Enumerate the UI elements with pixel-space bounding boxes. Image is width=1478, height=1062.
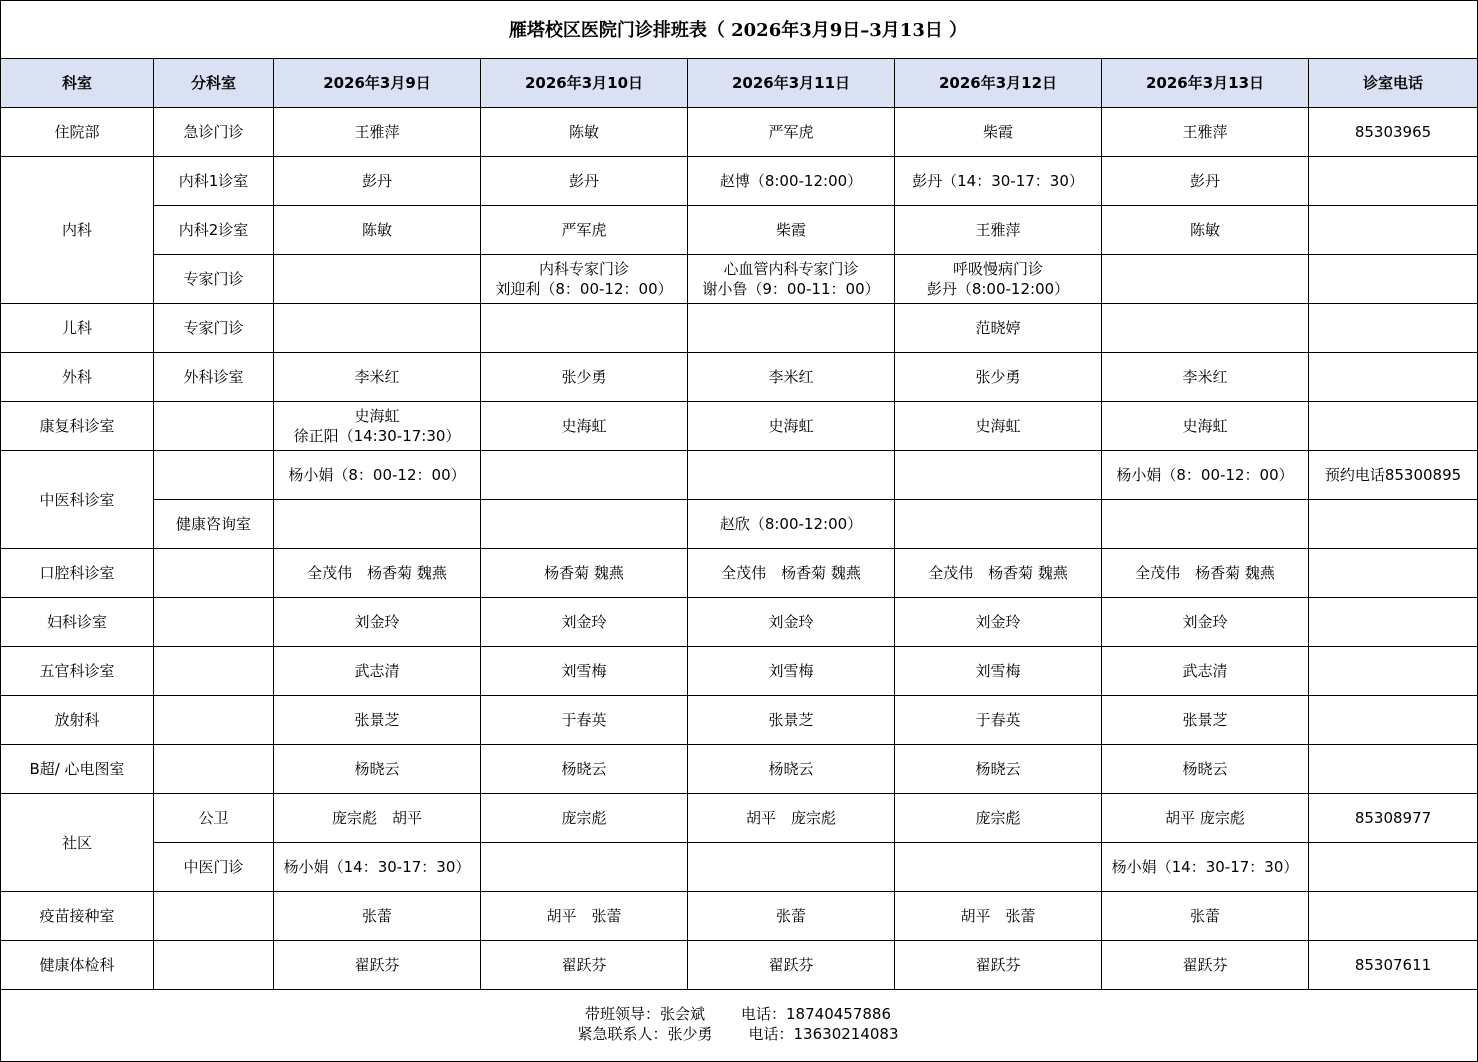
schedule-cell: 杨晓云 (481, 745, 688, 794)
schedule-cell: 刘金玲 (1102, 598, 1309, 647)
schedule-cell: 刘金玲 (481, 598, 688, 647)
subdept-cell (154, 647, 274, 696)
schedule-cell: 杨晓云 (688, 745, 895, 794)
schedule-cell: 陈敏 (1102, 206, 1309, 255)
phone-cell: 85308977 (1309, 794, 1478, 843)
header-date-4: 2026年3月12日 (895, 59, 1102, 108)
table-row (1, 598, 1478, 647)
table-row (1, 255, 1478, 304)
table-row (1, 206, 1478, 255)
header-phone: 诊室电话 (1309, 59, 1478, 108)
schedule-cell: 张蕾 (688, 892, 895, 941)
table-row (1, 451, 1478, 500)
header-row (1, 59, 1478, 108)
schedule-cell (274, 255, 481, 304)
phone-cell (1309, 647, 1478, 696)
subdept-cell: 外科诊室 (154, 353, 274, 402)
phone-cell (1309, 598, 1478, 647)
schedule-cell: 杨晓云 (895, 745, 1102, 794)
table-row (1, 647, 1478, 696)
doctor-name: 彭丹（8:00-12:00） (926, 280, 1070, 298)
schedule-cell: 王雅萍 (1102, 108, 1309, 157)
schedule-cell: 李米红 (688, 353, 895, 402)
subdept-cell: 专家门诊 (154, 255, 274, 304)
schedule-cell: 史海虹 (688, 402, 895, 451)
phone-cell (1309, 304, 1478, 353)
schedule-cell (895, 451, 1102, 500)
schedule-cell: 刘金玲 (274, 598, 481, 647)
schedule-cell: 范晓婷 (895, 304, 1102, 353)
subdept-cell (154, 696, 274, 745)
schedule-cell: 翟跃芬 (895, 941, 1102, 990)
schedule-cell (1102, 304, 1309, 353)
subdept-cell (154, 892, 274, 941)
schedule-cell: 彭丹（14：30-17：30） (895, 157, 1102, 206)
phone-cell (1309, 353, 1478, 402)
schedule-cell: 胡平 张蕾 (895, 892, 1102, 941)
header-dept: 科室 (1, 59, 154, 108)
schedule-cell: 胡平 庞宗彪 (1102, 794, 1309, 843)
emergency-contact-label: 紧急联系人：张少勇 (577, 1025, 713, 1043)
dept-cell: 住院部 (1, 108, 154, 157)
phone-cell: 85307611 (1309, 941, 1478, 990)
dept-cell: 康复科诊室 (1, 402, 154, 451)
schedule-cell: 刘金玲 (688, 598, 895, 647)
schedule-cell: 彭丹 (274, 157, 481, 206)
phone-cell (1309, 402, 1478, 451)
phone-cell (1309, 549, 1478, 598)
phone-cell (1309, 500, 1478, 549)
schedule-cell: 李米红 (274, 353, 481, 402)
dept-cell: 妇科诊室 (1, 598, 154, 647)
phone-cell (1309, 843, 1478, 892)
subdept-cell: 内科1诊室 (154, 157, 274, 206)
table-row (1, 892, 1478, 941)
subdept-cell: 健康咨询室 (154, 500, 274, 549)
dept-cell: 健康体检科 (1, 941, 154, 990)
phone-cell (1309, 696, 1478, 745)
schedule-cell: 王雅萍 (895, 206, 1102, 255)
schedule-cell: 杨晓云 (1102, 745, 1309, 794)
dept-cell: 疫苗接种室 (1, 892, 154, 941)
table-row (1, 696, 1478, 745)
doctor-name: 刘迎利（8：00-12：00） (495, 280, 673, 298)
schedule-cell: 刘雪梅 (481, 647, 688, 696)
schedule-cell: 武志清 (1102, 647, 1309, 696)
schedule-cell (1102, 500, 1309, 549)
schedule-cell: 严军虎 (481, 206, 688, 255)
schedule-cell: 翟跃芬 (481, 941, 688, 990)
header-subdept: 分科室 (154, 59, 274, 108)
schedule-cell: 张少勇 (481, 353, 688, 402)
table-row (1, 500, 1478, 549)
dept-cell: 五官科诊室 (1, 647, 154, 696)
schedule-cell (274, 304, 481, 353)
schedule-cell: 赵欣（8:00-12:00） (688, 500, 895, 549)
schedule-cell: 柴霞 (688, 206, 895, 255)
leader-label: 带班领导：张会斌 (585, 1005, 706, 1023)
schedule-cell: 杨小娟（8：00-12：00） (274, 451, 481, 500)
subdept-cell (154, 598, 274, 647)
table-row (1, 549, 1478, 598)
header-date-5: 2026年3月13日 (1102, 59, 1309, 108)
leader-contact (0, 1004, 1476, 1024)
dept-cell: 外科 (1, 353, 154, 402)
schedule-cell (895, 843, 1102, 892)
header-date-3: 2026年3月11日 (688, 59, 895, 108)
schedule-cell: 张景芝 (274, 696, 481, 745)
schedule-cell (895, 500, 1102, 549)
schedule-cell: 杨晓云 (274, 745, 481, 794)
schedule-cell: 刘雪梅 (895, 647, 1102, 696)
schedule-cell: 全茂伟 杨香菊 魏燕 (688, 549, 895, 598)
dept-cell: 内科 (1, 157, 154, 304)
subdept-cell (154, 549, 274, 598)
doctor-name: 徐正阳（14:30-17:30） (293, 427, 461, 445)
schedule-cell: 王雅萍 (274, 108, 481, 157)
subdept-cell (154, 451, 274, 500)
schedule-cell: 刘雪梅 (688, 647, 895, 696)
table-row (1, 843, 1478, 892)
phone-cell (1309, 206, 1478, 255)
schedule-cell: 张蕾 (1102, 892, 1309, 941)
schedule-cell: 陈敏 (274, 206, 481, 255)
page-title: 雁塔校区医院门诊排班表（ 2026年3月9日–3月13日 ） (508, 20, 968, 41)
subdept-cell (154, 745, 274, 794)
phone-cell (1309, 892, 1478, 941)
schedule-cell: 武志清 (274, 647, 481, 696)
subdept-cell: 中医门诊 (154, 843, 274, 892)
schedule-cell: 史海虹 (481, 402, 688, 451)
dept-cell: 中医科诊室 (1, 451, 154, 549)
clinic-name: 呼吸慢病门诊 (952, 260, 1043, 278)
dept-cell: 社区 (1, 794, 154, 892)
schedule-cell: 翟跃芬 (274, 941, 481, 990)
footer-contacts (0, 1004, 1476, 1044)
phone-cell (1309, 745, 1478, 794)
schedule-cell: 史海虹 (1102, 402, 1309, 451)
schedule-cell (481, 500, 688, 549)
schedule-cell: 赵博（8:00-12:00） (688, 157, 895, 206)
schedule-cell: 杨小娟（8：00-12：00） (1102, 451, 1309, 500)
clinic-name: 心血管内科专家门诊 (723, 260, 859, 278)
schedule-cell: 柴霞 (895, 108, 1102, 157)
phone-cell (1309, 255, 1478, 304)
table-row (1, 353, 1478, 402)
table-row (1, 304, 1478, 353)
schedule-cell: 胡平 庞宗彪 (688, 794, 895, 843)
schedule-cell (274, 402, 481, 451)
schedule-cell (688, 843, 895, 892)
schedule-cell: 杨小娟（14：30-17：30） (1102, 843, 1309, 892)
phone-cell: 85303965 (1309, 108, 1478, 157)
schedule-cell (895, 255, 1102, 304)
schedule-cell: 杨小娟（14：30-17：30） (274, 843, 481, 892)
subdept-cell (154, 941, 274, 990)
schedule-cell: 于春英 (481, 696, 688, 745)
schedule-cell: 翟跃芬 (688, 941, 895, 990)
emergency-contact-phone: 电话：13630214083 (748, 1025, 899, 1043)
subdept-cell: 急诊门诊 (154, 108, 274, 157)
emergency-contact (0, 1024, 1476, 1044)
schedule-cell: 严军虎 (688, 108, 895, 157)
schedule-cell: 陈敏 (481, 108, 688, 157)
clinic-name: 内科专家门诊 (538, 260, 629, 278)
table-row (1, 157, 1478, 206)
dept-cell: 放射科 (1, 696, 154, 745)
schedule-cell: 全茂伟 杨香菊 魏燕 (274, 549, 481, 598)
schedule-cell: 李米红 (1102, 353, 1309, 402)
schedule-cell (481, 304, 688, 353)
schedule-table (0, 58, 1478, 990)
schedule-cell (274, 500, 481, 549)
table-row (1, 402, 1478, 451)
schedule-cell (481, 255, 688, 304)
schedule-cell: 张景芝 (1102, 696, 1309, 745)
schedule-cell: 杨香菊 魏燕 (481, 549, 688, 598)
header-date-1: 2026年3月9日 (274, 59, 481, 108)
schedule-cell: 史海虹 (895, 402, 1102, 451)
doctor-name: 史海虹 (354, 407, 400, 425)
table-row (1, 108, 1478, 157)
schedule-cell: 翟跃芬 (1102, 941, 1309, 990)
dept-cell: 儿科 (1, 304, 154, 353)
schedule-cell: 刘金玲 (895, 598, 1102, 647)
schedule-cell (688, 255, 895, 304)
schedule-cell: 胡平 张蕾 (481, 892, 688, 941)
schedule-cell (688, 304, 895, 353)
subdept-cell (154, 402, 274, 451)
schedule-cell (688, 451, 895, 500)
schedule-cell: 庞宗彪 (481, 794, 688, 843)
table-row (1, 794, 1478, 843)
phone-cell: 预约电话85300895 (1309, 451, 1478, 500)
dept-cell: 口腔科诊室 (1, 549, 154, 598)
schedule-cell (481, 843, 688, 892)
table-row (1, 941, 1478, 990)
schedule-cell: 全茂伟 杨香菊 魏燕 (895, 549, 1102, 598)
schedule-cell: 于春英 (895, 696, 1102, 745)
phone-cell (1309, 157, 1478, 206)
leader-phone: 电话：18740457886 (741, 1005, 891, 1023)
dept-cell: B超/ 心电图室 (1, 745, 154, 794)
schedule-cell: 全茂伟 杨香菊 魏燕 (1102, 549, 1309, 598)
schedule-cell: 彭丹 (481, 157, 688, 206)
schedule-cell: 张景芝 (688, 696, 895, 745)
schedule-cell: 张蕾 (274, 892, 481, 941)
schedule-cell (481, 451, 688, 500)
header-date-2: 2026年3月10日 (481, 59, 688, 108)
doctor-name: 谢小鲁（9：00-11：00） (702, 280, 880, 298)
subdept-cell: 公卫 (154, 794, 274, 843)
table-row (1, 745, 1478, 794)
subdept-cell: 专家门诊 (154, 304, 274, 353)
schedule-cell (1102, 255, 1309, 304)
schedule-cell: 彭丹 (1102, 157, 1309, 206)
schedule-cell: 张少勇 (895, 353, 1102, 402)
schedule-cell: 庞宗彪 (895, 794, 1102, 843)
schedule-cell: 庞宗彪 胡平 (274, 794, 481, 843)
subdept-cell: 内科2诊室 (154, 206, 274, 255)
